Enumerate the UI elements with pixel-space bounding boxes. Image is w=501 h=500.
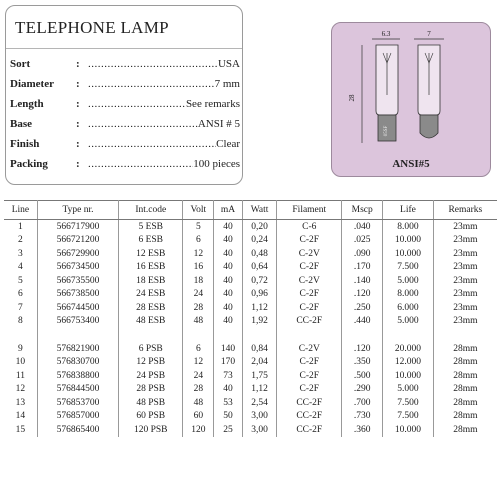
table-cell: 6 ESB — [119, 234, 183, 248]
table-cell: 24 ESB — [119, 288, 183, 302]
table-cell: 566753400 — [37, 315, 118, 329]
table-cell: 40 — [214, 288, 242, 302]
table-cell: .140 — [342, 274, 383, 288]
table-cell: 6 — [4, 288, 37, 302]
table-cell: C-2F — [277, 369, 342, 383]
table-cell: CC-2F — [277, 410, 342, 424]
table-cell: 28mm — [453, 397, 478, 408]
spec-panel — [5, 5, 243, 185]
table-cell: 28 — [183, 301, 214, 315]
table-cell: 1,92 — [242, 315, 277, 329]
spec-value: USA — [217, 58, 240, 70]
table-cell: 5 ESB — [119, 220, 183, 234]
table-cell: 12 PSB — [119, 356, 183, 370]
column-header: Line — [4, 201, 37, 220]
table-cell: 576830700 — [37, 356, 118, 370]
table-cell: .440 — [342, 315, 383, 329]
table-cell: 170 — [214, 356, 242, 370]
table-cell: 5.000 — [383, 315, 433, 329]
table-cell: 40 — [214, 301, 242, 315]
table-cell: CC-2F — [277, 423, 342, 437]
column-header: mA — [214, 201, 242, 220]
spec-value-line — [88, 118, 240, 130]
spec-colon: : — [76, 118, 80, 130]
spec-value: ANSI # 5 — [197, 118, 240, 130]
table-cell: C-2F — [277, 301, 342, 315]
table-row — [4, 423, 497, 437]
table-cell: 11 — [4, 369, 37, 383]
table-cell: 576857000 — [37, 410, 118, 424]
table-cell: 23mm — [453, 316, 478, 327]
spec-colon: : — [76, 158, 80, 170]
dimension-label-right: 7 — [427, 30, 431, 38]
table-cell: C-2F — [277, 356, 342, 370]
table-row — [4, 369, 497, 383]
table-cell: 48 — [183, 396, 214, 410]
table-cell: 10.000 — [383, 234, 433, 248]
table-cell: 5 — [183, 220, 214, 234]
table-row — [4, 383, 497, 397]
page-title: TELEPHONE LAMP — [15, 18, 169, 37]
spec-value-line — [88, 138, 240, 150]
table-cell: 7 — [4, 301, 37, 315]
table-cell: .350 — [342, 356, 383, 370]
table-cell: 6 — [183, 234, 214, 248]
table-cell: 28mm — [453, 411, 478, 422]
table-cell: 40 — [214, 261, 242, 275]
table-cell: 28mm — [453, 357, 478, 368]
table-cell: 576821900 — [37, 342, 118, 356]
table-cell: 0,24 — [242, 234, 277, 248]
table-row — [4, 247, 497, 261]
table-cell: 24 PSB — [119, 369, 183, 383]
lamp-table — [4, 200, 497, 437]
table-cell: .360 — [342, 423, 383, 437]
spec-row — [10, 98, 240, 114]
spec-value: Clear — [216, 138, 240, 150]
table-cell: 28 ESB — [119, 301, 183, 315]
table-cell: 12.000 — [383, 356, 433, 370]
table-row — [4, 410, 497, 424]
table-row — [4, 234, 497, 248]
table-cell: 566717900 — [37, 220, 118, 234]
column-header: Mscp — [342, 201, 383, 220]
table-cell: 15 — [4, 423, 37, 437]
table-row — [4, 274, 497, 288]
table-cell: 60 PSB — [119, 410, 183, 424]
spec-value-line — [88, 98, 240, 110]
column-header: Volt — [183, 201, 214, 220]
spec-colon: : — [76, 98, 80, 110]
table-cell: 12 ESB — [119, 247, 183, 261]
spec-value-line — [88, 58, 240, 70]
table-cell: 23mm — [453, 262, 478, 273]
table-cell: 28mm — [453, 424, 478, 435]
table-cell: 576853700 — [37, 396, 118, 410]
table-cell: 566734500 — [37, 261, 118, 275]
table-cell: .120 — [342, 288, 383, 302]
table-cell: 28mm — [453, 343, 478, 354]
table-cell: 566744500 — [37, 301, 118, 315]
table-cell: 2,04 — [242, 356, 277, 370]
svg-text:05SF: 05SF — [384, 125, 389, 137]
spec-label: Packing — [10, 158, 48, 170]
table-cell: .090 — [342, 247, 383, 261]
table-cell: 23mm — [453, 248, 478, 259]
table-cell: 40 — [214, 234, 242, 248]
spec-value-line — [88, 78, 240, 90]
table-cell: CC-2F — [277, 315, 342, 329]
column-header: Remarks — [433, 201, 497, 220]
table-cell: 5.000 — [383, 274, 433, 288]
table-cell: CC-2F — [277, 396, 342, 410]
lamp-diagram-panel — [331, 22, 491, 177]
table-cell: C-2V — [277, 342, 342, 356]
table-cell: 1,75 — [242, 369, 277, 383]
table-cell: C-2F — [277, 234, 342, 248]
table-cell: .170 — [342, 261, 383, 275]
table-cell: 0,20 — [242, 220, 277, 234]
table-cell: 120 — [183, 423, 214, 437]
spec-label: Sort — [10, 58, 31, 70]
table-cell: C-6 — [277, 220, 342, 234]
table-cell: 0,84 — [242, 342, 277, 356]
table-cell: 20.000 — [383, 342, 433, 356]
spec-colon: : — [76, 78, 80, 90]
table-cell: C-2F — [277, 383, 342, 397]
table-cell: .700 — [342, 396, 383, 410]
table-cell: 566735500 — [37, 274, 118, 288]
table-cell: 28mm — [453, 384, 478, 395]
lamp-diagram-svg — [332, 23, 490, 176]
column-header: Filament — [277, 201, 342, 220]
table-cell: 40 — [214, 274, 242, 288]
table-cell: 28 PSB — [119, 383, 183, 397]
table-cell: .500 — [342, 369, 383, 383]
table-cell: 48 PSB — [119, 396, 183, 410]
table-cell: 2,54 — [242, 396, 277, 410]
table-cell: 1,12 — [242, 383, 277, 397]
table-cell: 12 — [183, 247, 214, 261]
table-cell: 14 — [4, 410, 37, 424]
table-cell: 60 — [183, 410, 214, 424]
table-group-spacer — [4, 328, 497, 342]
dimension-label-left: 6.3 — [381, 30, 391, 38]
table-cell: 120 PSB — [119, 423, 183, 437]
table-cell: 4 — [4, 261, 37, 275]
spec-label: Diameter — [10, 78, 54, 90]
table-row — [4, 315, 497, 329]
spec-row — [10, 58, 240, 74]
table-cell: 5 — [4, 274, 37, 288]
table-cell: 23mm — [453, 275, 478, 286]
table-row — [4, 261, 497, 275]
table-cell: 1,12 — [242, 301, 277, 315]
table-cell: 23mm — [453, 235, 478, 246]
title-divider — [6, 48, 242, 49]
diagram-caption: ANSI#5 — [392, 158, 430, 170]
table-cell: 10 — [4, 356, 37, 370]
table-cell: 566721200 — [37, 234, 118, 248]
spec-value: See remarks — [185, 98, 240, 110]
table-cell: 0,96 — [242, 288, 277, 302]
table-row — [4, 342, 497, 356]
table-cell: 24 — [183, 369, 214, 383]
table-cell: 2 — [4, 234, 37, 248]
spec-row — [10, 158, 240, 174]
table-cell: .040 — [342, 220, 383, 234]
table-cell: 9 — [4, 342, 37, 356]
table-cell: 25 — [214, 423, 242, 437]
table-cell: 576838800 — [37, 369, 118, 383]
spec-row — [10, 118, 240, 134]
table-cell: 10.000 — [383, 247, 433, 261]
table-cell: C-2V — [277, 247, 342, 261]
table-cell: 28 — [183, 383, 214, 397]
dimension-label-height: 28 — [348, 94, 356, 102]
table-cell: 576844500 — [37, 383, 118, 397]
table-cell: 40 — [214, 247, 242, 261]
table-cell: .250 — [342, 301, 383, 315]
column-header: Life — [383, 201, 433, 220]
table-cell: 28mm — [453, 370, 478, 381]
table-cell: 40 — [214, 383, 242, 397]
table-cell: 3,00 — [242, 410, 277, 424]
table-cell: 8.000 — [383, 288, 433, 302]
table-row — [4, 396, 497, 410]
table-cell: 6 — [183, 342, 214, 356]
table-cell: 0,64 — [242, 261, 277, 275]
spec-colon: : — [76, 58, 80, 70]
table-cell: 576865400 — [37, 423, 118, 437]
table-cell: 1 — [4, 220, 37, 234]
table-cell: 566738500 — [37, 288, 118, 302]
table-cell: 53 — [214, 396, 242, 410]
table-cell: 10.000 — [383, 369, 433, 383]
spec-label: Length — [10, 98, 44, 110]
table-cell: .730 — [342, 410, 383, 424]
table-cell: 13 — [4, 396, 37, 410]
table-cell: 0,48 — [242, 247, 277, 261]
table-cell: 40 — [214, 315, 242, 329]
table-cell: 10.000 — [383, 423, 433, 437]
table-cell: 50 — [214, 410, 242, 424]
table-header-row — [4, 201, 497, 220]
table-cell: 18 — [183, 274, 214, 288]
table-row — [4, 288, 497, 302]
table-cell: .025 — [342, 234, 383, 248]
table-cell: 7.500 — [383, 410, 433, 424]
spec-label: Finish — [10, 138, 40, 150]
table-cell: 5.000 — [383, 383, 433, 397]
spec-value: 7 mm — [214, 78, 240, 90]
table-cell: 8.000 — [383, 220, 433, 234]
table-cell: 16 ESB — [119, 261, 183, 275]
table-cell: .120 — [342, 342, 383, 356]
table-row — [4, 356, 497, 370]
table-cell: 48 — [183, 315, 214, 329]
table-cell: 23mm — [453, 221, 478, 232]
table-cell: 3,00 — [242, 423, 277, 437]
table-cell: 73 — [214, 369, 242, 383]
table-cell: .290 — [342, 383, 383, 397]
spec-row — [10, 78, 240, 94]
column-header: Watt — [242, 201, 277, 220]
table-cell: 48 ESB — [119, 315, 183, 329]
table-cell: 7.500 — [383, 396, 433, 410]
table-row — [4, 220, 497, 234]
table-cell: C-2F — [277, 261, 342, 275]
table-cell: 6 PSB — [119, 342, 183, 356]
spec-label: Base — [10, 118, 32, 130]
table-cell: 12 — [183, 356, 214, 370]
table-cell: 3 — [4, 247, 37, 261]
column-header: Type nr. — [37, 201, 118, 220]
table-cell: 12 — [4, 383, 37, 397]
table-cell: 40 — [214, 220, 242, 234]
table-cell: 140 — [214, 342, 242, 356]
table-cell: 0,72 — [242, 274, 277, 288]
table-cell: C-2V — [277, 274, 342, 288]
table-cell: 7.500 — [383, 261, 433, 275]
spec-row — [10, 138, 240, 154]
spec-value: 100 pieces — [193, 158, 240, 170]
lamp-side-view — [418, 45, 440, 138]
table-cell: 8 — [4, 315, 37, 329]
table-cell: 23mm — [453, 302, 478, 313]
table-cell: 6.000 — [383, 301, 433, 315]
spec-value-line — [88, 158, 240, 170]
spec-colon: : — [76, 138, 80, 150]
table-row — [4, 301, 497, 315]
table-cell: 23mm — [453, 289, 478, 300]
table-cell: 18 ESB — [119, 274, 183, 288]
table-cell: 566729900 — [37, 247, 118, 261]
table-cell: C-2F — [277, 288, 342, 302]
column-header: Int.code — [119, 201, 183, 220]
table-cell: 24 — [183, 288, 214, 302]
table-cell: 16 — [183, 261, 214, 275]
lamp-front-view — [376, 45, 398, 141]
